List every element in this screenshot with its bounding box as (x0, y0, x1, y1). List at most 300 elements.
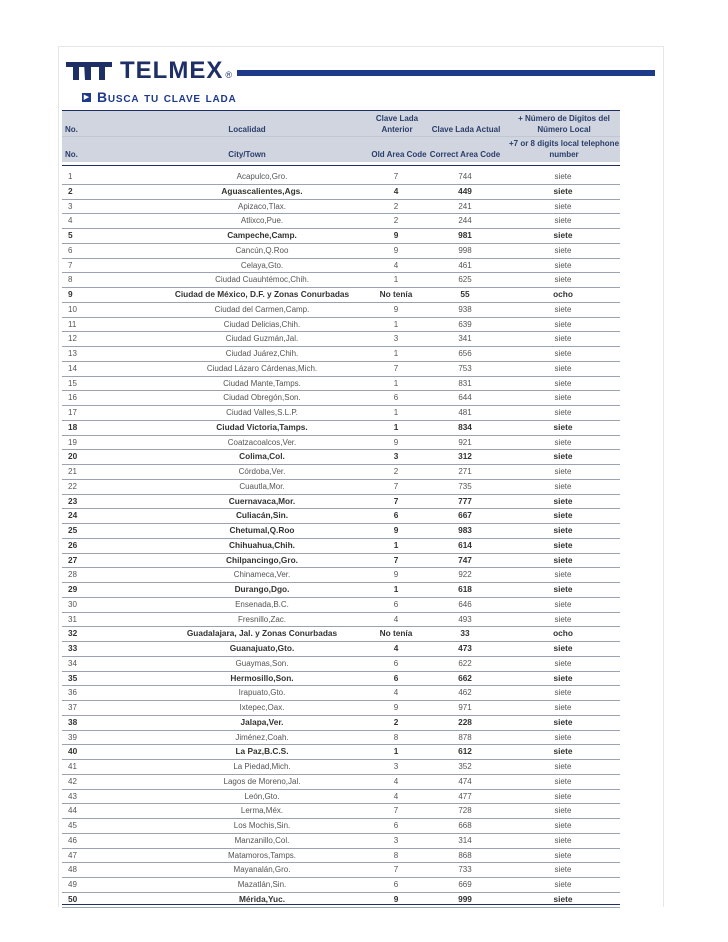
table-row (62, 760, 620, 775)
row-old-code: 3 (393, 334, 399, 344)
row-old-code: 9 (393, 437, 399, 447)
row-old-code: 3 (393, 451, 399, 462)
row-digits: siete (554, 216, 572, 226)
header-new-es: Clave Lada Actual (431, 125, 501, 134)
table-row (62, 598, 620, 613)
row-old-code: No tenía (379, 628, 413, 639)
row-new-code: 662 (458, 672, 472, 683)
row-old-code: 9 (393, 703, 399, 712)
subtitle-text: Busca tu clave lada (97, 89, 237, 105)
row-number: 1 (68, 172, 73, 181)
row-old-code: 6 (393, 880, 399, 889)
table-row (62, 849, 620, 864)
header-old-en: Old Area Code (371, 150, 427, 159)
table-row (62, 657, 620, 672)
table-row (62, 878, 620, 893)
row-digits: siete (554, 275, 572, 285)
table-row (62, 539, 620, 554)
row-number: 15 (68, 378, 77, 388)
row-old-code: 4 (393, 260, 399, 270)
row-old-code: 8 (393, 850, 399, 860)
row-digits: siete (553, 451, 573, 462)
row-city: La Piedad,Mich. (233, 762, 291, 771)
row-number: 4 (68, 216, 73, 226)
row-new-code: 868 (458, 850, 472, 860)
row-digits: siete (553, 495, 573, 506)
table-row (62, 303, 620, 318)
header-bottom-line (62, 165, 620, 166)
row-city: Chinameca,Ver. (233, 570, 291, 580)
table-row (62, 259, 620, 274)
row-number: 10 (68, 304, 77, 314)
row-city: La Paz,B.C.S. (235, 746, 289, 757)
row-city: Cuautla,Mor. (239, 481, 285, 491)
row-old-code: 7 (393, 554, 399, 565)
row-number: 19 (68, 437, 77, 447)
row-new-code: 228 (458, 716, 472, 727)
row-old-code: 1 (393, 421, 399, 432)
row-digits: siete (554, 481, 572, 491)
row-city: Irapuato,Gto. (238, 688, 286, 698)
row-digits: siete (554, 408, 572, 417)
row-new-code: 834 (458, 421, 472, 432)
row-city: Los Mochis,Sin. (233, 821, 291, 830)
row-city: Atlixco,Pue. (240, 216, 284, 226)
table-row (62, 790, 620, 805)
row-city: Ciudad Valles,S.L.P. (226, 408, 298, 417)
row-city: Ciudad Cuauhtémoc,Chih. (215, 275, 309, 285)
row-digits: siete (554, 363, 572, 373)
row-city: Cuernavaca,Mor. (228, 495, 296, 506)
table-row (62, 244, 620, 259)
row-city: Manzanillo,Col. (234, 835, 290, 845)
row-number: 25 (68, 525, 78, 535)
table-row (62, 716, 620, 731)
row-city: Coatzacoalcos,Ver. (227, 437, 297, 447)
table-row (62, 318, 620, 333)
row-old-code: 2 (393, 216, 399, 226)
row-new-code: 728 (458, 806, 472, 816)
row-city: Mazatlán,Sin. (237, 880, 287, 889)
row-digits: siete (554, 865, 572, 875)
row-number: 24 (68, 510, 78, 521)
table-row (62, 568, 620, 583)
table-row (62, 613, 620, 628)
table-bottom-line (62, 904, 620, 905)
brand-name: TELMEX (120, 57, 224, 84)
row-digits: siete (553, 584, 573, 594)
row-new-code: 639 (458, 319, 472, 329)
row-new-code: 668 (458, 821, 472, 830)
row-digits: siete (554, 319, 572, 329)
row-number: 3 (68, 201, 73, 211)
row-digits: siete (554, 334, 572, 344)
row-new-code: 312 (458, 451, 472, 462)
row-old-code: 7 (393, 806, 399, 816)
table-row (62, 465, 620, 480)
row-number: 41 (68, 762, 77, 771)
row-number: 40 (68, 746, 78, 757)
row-new-code: 921 (458, 437, 472, 447)
row-number: 42 (68, 776, 77, 786)
row-digits: siete (554, 835, 572, 845)
row-number: 16 (68, 393, 77, 403)
row-number: 27 (68, 554, 78, 565)
row-number: 37 (68, 703, 77, 712)
table-row (62, 731, 620, 746)
row-city: Jiménez,Coah. (235, 732, 289, 742)
row-city: Lagos de Moreno,Jal. (223, 776, 301, 786)
row-number: 36 (68, 688, 77, 698)
table-row (62, 524, 620, 539)
row-old-code: 1 (393, 408, 399, 417)
row-digits: ocho (553, 628, 573, 639)
header-old-es-2: Anterior (381, 125, 413, 134)
row-number: 35 (68, 672, 78, 683)
table-row (62, 554, 620, 569)
row-digits: siete (553, 525, 573, 535)
row-new-code: 999 (458, 893, 472, 904)
row-old-code: 1 (393, 378, 399, 388)
row-new-code: 878 (458, 732, 472, 742)
row-city: Jalapa,Ver. (240, 716, 284, 727)
row-city: Hermosillo,Son. (230, 672, 294, 683)
row-number: 44 (68, 806, 77, 816)
row-digits: siete (554, 806, 572, 816)
table-row (62, 775, 620, 790)
row-city: Apizaco,Tlax. (237, 201, 287, 211)
row-digits: siete (554, 172, 572, 181)
table-row (62, 509, 620, 524)
logo-bar (237, 70, 655, 76)
row-digits: siete (553, 746, 573, 757)
header-new-en: Correct Area Code (429, 150, 501, 159)
row-new-code: 735 (458, 481, 472, 491)
row-digits: siete (554, 245, 572, 255)
row-new-code: 241 (458, 201, 472, 211)
row-digits: siete (554, 703, 572, 712)
row-new-code: 271 (458, 467, 472, 476)
row-new-code: 481 (458, 408, 472, 417)
row-digits: siete (553, 643, 573, 653)
row-new-code: 473 (458, 643, 472, 653)
table-row (62, 436, 620, 451)
row-number: 43 (68, 791, 77, 801)
table-row (62, 332, 620, 347)
table-row (62, 701, 620, 716)
row-digits: siete (554, 393, 572, 403)
row-new-code: 971 (458, 703, 472, 712)
row-old-code: 9 (393, 230, 399, 240)
row-digits: siete (553, 672, 573, 683)
row-new-code: 938 (458, 304, 472, 314)
row-new-code: 55 (460, 289, 470, 299)
row-digits: siete (553, 185, 573, 196)
table-row (62, 863, 620, 878)
row-number: 17 (68, 408, 77, 417)
row-city: Acapulco,Gro. (236, 172, 288, 181)
row-old-code: 9 (393, 245, 399, 255)
row-number: 29 (68, 584, 78, 594)
row-number: 7 (68, 260, 73, 270)
table-row (62, 288, 620, 303)
row-number: 50 (68, 893, 78, 904)
table-row (62, 819, 620, 834)
row-old-code: 4 (393, 643, 399, 653)
row-city: Guanajuato,Gto. (229, 643, 295, 653)
table-row (62, 495, 620, 510)
header-no-es: No. (65, 125, 78, 134)
header-separator (62, 136, 620, 137)
row-city: Fresnillo,Zac. (237, 614, 286, 624)
table-header (62, 111, 620, 162)
row-new-code: 646 (458, 599, 472, 609)
row-digits: siete (554, 378, 572, 388)
row-old-code: 2 (393, 201, 399, 211)
row-digits: siete (553, 230, 573, 240)
table-row (62, 214, 620, 229)
row-number: 13 (68, 349, 77, 358)
row-number: 45 (68, 821, 77, 830)
row-digits: siete (554, 762, 572, 771)
header-dig-es-1: + Número de Digitos del (518, 114, 610, 123)
row-number: 14 (68, 363, 77, 373)
row-digits: siete (554, 658, 572, 668)
row-number: 49 (68, 880, 77, 889)
row-number: 39 (68, 732, 77, 742)
row-new-code: 474 (458, 776, 472, 786)
row-digits: siete (553, 893, 573, 904)
row-city: Ciudad Lázaro Cárdenas,Mich. (206, 363, 318, 373)
row-number: 26 (68, 539, 78, 550)
row-digits: siete (553, 510, 573, 521)
row-new-code: 777 (458, 495, 472, 506)
row-digits: siete (554, 467, 572, 476)
header-city-en: City/Town (228, 150, 266, 159)
table-row (62, 804, 620, 819)
row-digits: siete (554, 880, 572, 889)
row-old-code: 1 (393, 349, 399, 358)
row-new-code: 656 (458, 349, 472, 358)
row-old-code: 3 (393, 762, 399, 771)
row-digits: siete (553, 716, 573, 727)
row-number: 38 (68, 716, 78, 727)
row-digits: siete (554, 599, 572, 609)
row-new-code: 618 (458, 584, 472, 594)
row-digits: siete (554, 570, 572, 580)
row-number: 6 (68, 245, 73, 255)
row-old-code: 6 (393, 672, 399, 683)
row-new-code: 352 (458, 762, 472, 771)
row-number: 46 (68, 835, 77, 845)
row-city: Matamoros,Tamps. (227, 850, 297, 860)
row-city: Ciudad del Carmen,Camp. (214, 304, 310, 314)
table-row (62, 362, 620, 377)
row-number: 31 (68, 614, 77, 624)
row-old-code: 9 (393, 893, 399, 904)
table-row (62, 480, 620, 495)
row-old-code: 2 (393, 716, 399, 727)
row-new-code: 747 (458, 554, 472, 565)
row-digits: siete (554, 201, 572, 211)
row-digits: siete (554, 850, 572, 860)
area-code-table (62, 170, 620, 908)
row-digits: ocho (553, 289, 573, 299)
row-city: Ciudad de México, D.F. y Zonas Conurbadas (174, 289, 350, 299)
row-new-code: 461 (458, 260, 472, 270)
row-new-code: 667 (458, 510, 472, 521)
subtitle (82, 90, 237, 104)
arrow-box-icon: ▶ (83, 93, 90, 101)
table-row (62, 745, 620, 760)
row-old-code: 8 (393, 732, 399, 742)
row-number: 11 (68, 319, 77, 329)
row-city: Aguascalientes,Ags. (221, 185, 303, 196)
row-digits: siete (553, 554, 573, 565)
row-city: Chihuahua,Chih. (229, 539, 295, 550)
row-number: 9 (68, 289, 73, 299)
row-digits: siete (553, 539, 573, 550)
row-city: Ciudad Delicias,Chih. (223, 319, 301, 329)
row-digits: siete (554, 732, 572, 742)
row-new-code: 983 (458, 525, 472, 535)
row-number: 47 (68, 850, 77, 860)
row-number: 20 (68, 451, 78, 462)
row-city: Celaya,Gto. (240, 260, 284, 270)
table-row (62, 450, 620, 465)
row-old-code: 7 (393, 481, 399, 491)
telmex-logo (64, 56, 232, 86)
table-row (62, 185, 620, 200)
header-localidad-es: Localidad (228, 125, 266, 134)
row-old-code: 9 (393, 304, 399, 314)
row-city: Ciudad Victoria,Tamps. (216, 421, 308, 432)
row-number: 21 (68, 467, 77, 476)
row-new-code: 612 (458, 746, 472, 757)
row-new-code: 314 (458, 835, 472, 845)
row-digits: siete (553, 421, 573, 432)
row-old-code: 1 (393, 746, 399, 757)
row-old-code: 1 (393, 539, 399, 550)
row-new-code: 33 (460, 628, 470, 639)
table-row (62, 377, 620, 392)
header-dig-en-1: +7 or 8 digits local telephone (508, 139, 620, 148)
row-old-code: 1 (393, 275, 399, 285)
row-new-code: 733 (458, 865, 472, 875)
row-city: Ciudad Mante,Tamps. (223, 378, 301, 388)
row-old-code: 2 (393, 467, 399, 476)
row-number: 12 (68, 334, 77, 344)
row-digits: siete (554, 304, 572, 314)
row-new-code: 244 (458, 216, 472, 226)
row-new-code: 644 (458, 393, 472, 403)
telmex-logo-icon (64, 58, 114, 84)
row-old-code: 3 (393, 835, 399, 845)
row-old-code: 6 (393, 821, 399, 830)
row-number: 33 (68, 643, 78, 653)
row-city: Campeche,Camp. (227, 230, 297, 240)
row-new-code: 493 (458, 614, 472, 624)
row-old-code: 6 (393, 510, 399, 521)
row-new-code: 462 (458, 688, 472, 698)
row-new-code: 753 (458, 363, 472, 373)
row-digits: siete (554, 821, 572, 830)
row-number: 18 (68, 421, 78, 432)
table-row (62, 893, 620, 908)
row-old-code: 7 (393, 172, 399, 181)
row-city: Mayanalán,Gro. (233, 865, 291, 875)
row-city: Ciudad Guzmán,Jal. (225, 334, 299, 344)
row-old-code: 7 (393, 865, 399, 875)
table-row (62, 347, 620, 362)
row-digits: siete (554, 688, 572, 698)
row-number: 30 (68, 599, 77, 609)
header-dig-es-2: Número Local (537, 125, 591, 134)
row-number: 48 (68, 865, 77, 875)
row-city: Córdoba,Ver. (238, 467, 286, 476)
row-old-code: 6 (393, 658, 399, 668)
table-row (62, 672, 620, 687)
row-number: 34 (68, 658, 77, 668)
row-new-code: 922 (458, 570, 472, 580)
row-new-code: 831 (458, 378, 472, 388)
row-city: Ixtepec,Oax. (239, 703, 285, 712)
row-number: 5 (68, 230, 73, 240)
row-digits: siete (554, 614, 572, 624)
row-old-code: 1 (393, 319, 399, 329)
row-old-code: 7 (393, 363, 399, 373)
row-new-code: 625 (458, 275, 472, 285)
row-number: 2 (68, 185, 73, 196)
row-old-code: 4 (393, 791, 399, 801)
row-digits: siete (554, 349, 572, 358)
table-row (62, 200, 620, 215)
row-new-code: 669 (458, 880, 472, 889)
row-digits: siete (554, 260, 572, 270)
table-row (62, 421, 620, 436)
row-old-code: 4 (393, 688, 399, 698)
table-row (62, 583, 620, 598)
row-digits: siete (554, 776, 572, 786)
row-old-code: 1 (393, 584, 399, 594)
row-new-code: 614 (458, 539, 472, 550)
row-old-code: No tenía (379, 289, 413, 299)
row-city: Ensenada,B.C. (235, 599, 289, 609)
row-number: 8 (68, 275, 73, 285)
row-city: Culiacán,Sin. (235, 510, 289, 521)
registered-mark: ® (225, 70, 232, 80)
row-new-code: 477 (458, 791, 472, 801)
row-number: 23 (68, 495, 78, 506)
row-new-code: 998 (458, 245, 472, 255)
row-digits: siete (554, 791, 572, 801)
table-row (62, 229, 620, 244)
table-row (62, 642, 620, 657)
row-city: Chilpancingo,Gro. (226, 554, 298, 565)
row-new-code: 622 (458, 658, 472, 668)
row-number: 22 (68, 481, 77, 491)
header-old-es-1: Clave Lada (375, 114, 419, 123)
row-city: Durango,Dgo. (234, 584, 290, 594)
row-old-code: 7 (393, 495, 399, 506)
header-dig-en-2: number (549, 150, 579, 159)
header-no-en: No. (65, 150, 78, 159)
table-row (62, 391, 620, 406)
row-city: Mérida,Yuc. (238, 893, 286, 904)
row-city: Guadalajara, Jal. y Zonas Conurbadas (186, 628, 338, 639)
row-city: Colima,Col. (239, 451, 285, 462)
row-city: Cancún,Q.Roo (235, 245, 289, 255)
